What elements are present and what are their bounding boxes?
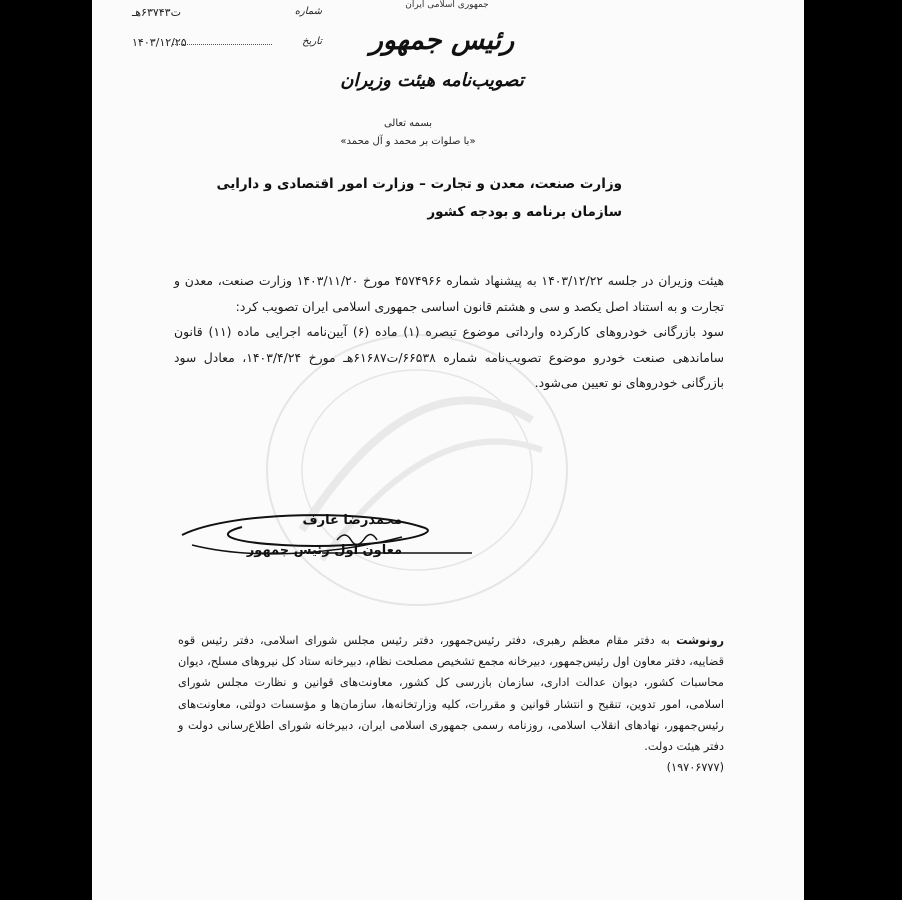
- decree-number-row: [132, 6, 322, 24]
- salawat: «با صلوات بر محمد و آل محمد»: [340, 136, 476, 147]
- carbon-copy-text: به دفتر مقام معظم رهبری، دفتر رئیس‌جمهور، دفتر رئیس مجلس شورای اسلامی، دفتر رئیس قوه قضاییه، دفتر معاون اول رئیس‌جمهور، دبیرخانه مجمع تشخیص مصلحت نظام، دبیرخانه ستاد کل نیروهای مسلح، دیوان محاسبات کشور، دیوان عدالت اداری، سازمان بازرسی کل کشور، معاونت‌های قوانین و نظارت مجلس شورای اسلامی، امور تدوین، تنقیح و انتشار قوانین و مقررات، کلیه وزارتخانه‌ها، سازمان‌ها و مؤسسات دولتی، معاونت‌های رئیس‌جمهور، نهادهای انقلاب اسلامی، روزنامه رسمی جمهوری اسلامی ایران، دبیرخانه شورای اطلاع‌رسانی دولت و دفتر هیئت دولت.: [178, 634, 724, 754]
- decree-date: ۱۴۰۳/۱۲/۲۵: [132, 36, 187, 49]
- addressee-line-2: سازمان برنامه و بودجه کشور: [427, 204, 622, 220]
- document-reference: (۱۹۷۰۶۷۷۷): [666, 761, 724, 775]
- decree-number-label: شماره: [294, 6, 322, 17]
- letterhead-subtitle: تصویب‌نامه هیئت وزیران: [340, 70, 524, 91]
- carbon-copy-label: رونوشت: [676, 634, 724, 647]
- decree-body: [174, 268, 724, 396]
- signer-name: محمدرضا عارف: [302, 513, 402, 528]
- letterhead-country: جمهوری اسلامی ایران: [405, 0, 489, 10]
- body-paragraph-1: هیئت وزیران در جلسه ۱۴۰۳/۱۲/۲۲ به پیشنهاد شماره ۴۵۷۴۹۶۶ مورخ ۱۴۰۳/۱۱/۲۰ وزارت صنعت، معدن و تجارت و به استناد اصل یکصد و سی و هشتم قانون اساسی جمهوری اسلامی ایران تصویب کرد:: [174, 273, 725, 314]
- decree-date-label: تاریخ: [302, 36, 322, 47]
- carbon-copy: [178, 630, 724, 778]
- decree-date-row: [132, 36, 322, 54]
- decree-number: ت۶۳۷۴۳هـ: [132, 6, 181, 19]
- decree-page: [92, 0, 804, 900]
- body-paragraph-2: سود بازرگانی خودروهای کارکرده وارداتی موضوع تبصره (۱) ماده (۶) آیین‌نامه اجرایی ماده (۱۱) قانون ساماندهی صنعت خودرو موضوع تصویب‌نامه شماره ۶۶۵۳۸/ت۶۱۶۸۷هـ مورخ ۱۴۰۳/۴/۲۴، معادل سود بازرگانی خودروهای نو تعیین می‌شود.: [174, 324, 725, 391]
- addressee-line-1: وزارت صنعت، معدن و تجارت – وزارت امور اقتصادی و دارایی: [216, 176, 622, 192]
- bismillah: بسمه تعالی: [383, 118, 433, 129]
- signer-title: معاون اول رئیس جمهور: [246, 543, 402, 558]
- letterhead-title: رئیس جمهور: [369, 25, 515, 56]
